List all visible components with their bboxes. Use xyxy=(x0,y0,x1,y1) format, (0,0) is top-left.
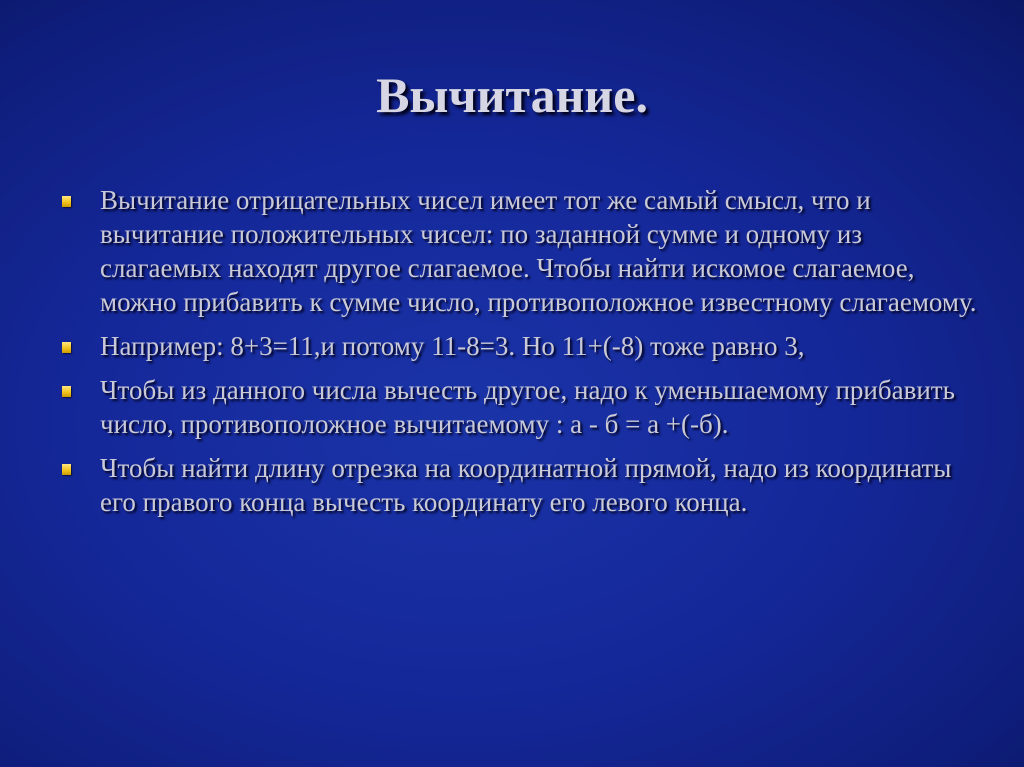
square-bullet-icon xyxy=(62,342,71,353)
bullet-text: Чтобы найти длину отрезка на координатной прямой, надо из координаты его правого конца вычесть координату его левого конца. xyxy=(100,453,952,517)
list-item xyxy=(54,329,984,363)
bullet-text: Вычитание отрицательных чисел имеет тот же самый смысл, что и вычитание положительных чисел: по заданной сумме и одному из слагаемых находят другое слагаемое. Чтобы найти искомое слагаемое, можно прибавить к сумме число, противоположное известному слагаемому. xyxy=(100,185,977,317)
square-bullet-icon xyxy=(62,464,71,475)
list-item xyxy=(54,183,984,319)
list-item xyxy=(54,373,984,441)
square-bullet-icon xyxy=(62,386,71,397)
slide-title: Вычитание. xyxy=(376,67,648,123)
square-bullet-icon xyxy=(62,196,71,207)
bullet-text: Чтобы из данного числа вычесть другое, надо к уменьшаемому прибавить число, противоположное вычитаемому : а - б = а +(-б). xyxy=(100,375,955,439)
bullet-list xyxy=(54,183,984,529)
list-item xyxy=(54,451,984,519)
bullet-text: Например: 8+3=11,и потому 11-8=3. Но 11+(-8) тоже равно 3, xyxy=(100,331,805,361)
